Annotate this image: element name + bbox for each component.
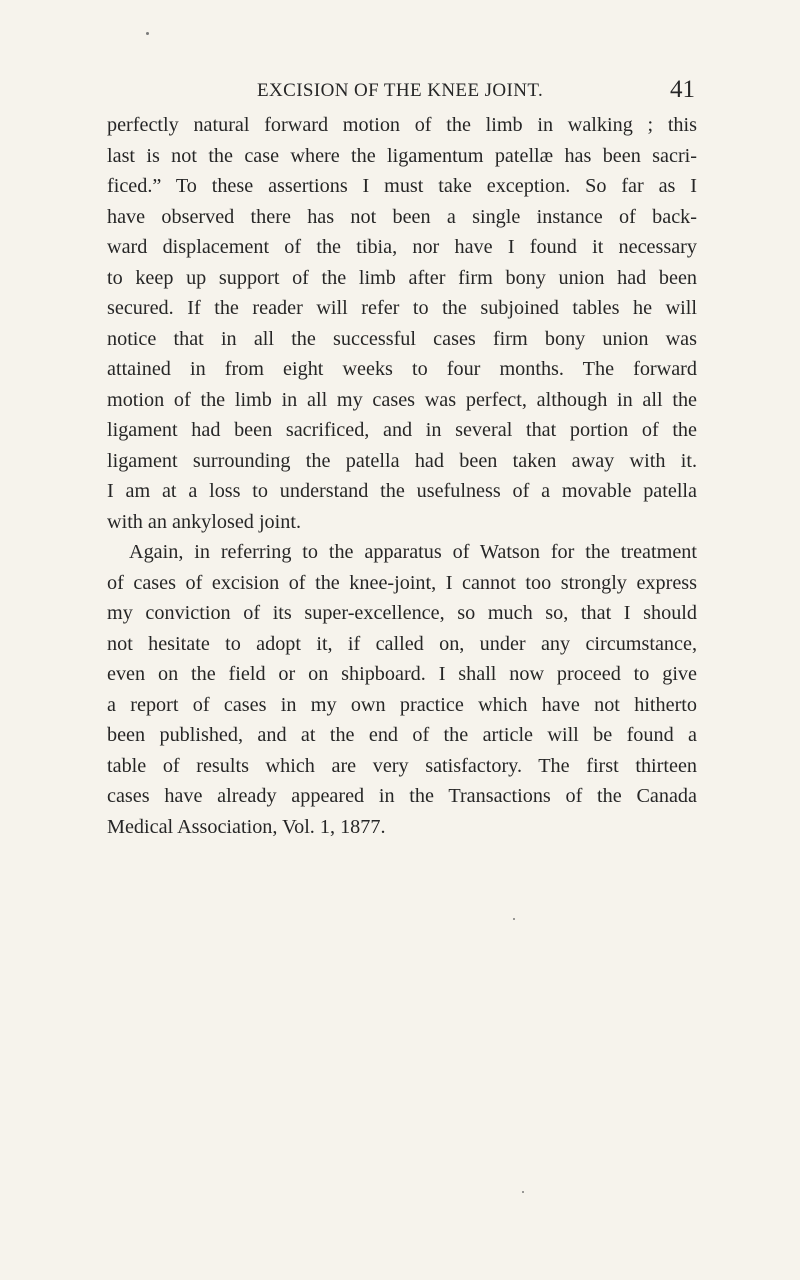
text-line: table of results which are very satisfactory. The first thirteen xyxy=(107,754,697,777)
text-line: Again, in referring to the apparatus of Watson for the treatment xyxy=(129,541,697,563)
text-line: been published, and at the end of the article will be found a xyxy=(107,724,697,746)
text-line: even on the field or on shipboard. I shall now proceed to give xyxy=(107,663,697,685)
text-line: notice that in all the successful cases firm bony union was xyxy=(107,327,697,350)
running-head-title: EXCISION OF THE KNEE JOINT. xyxy=(257,80,544,101)
paragraph-1 xyxy=(107,110,697,537)
paper-speck xyxy=(522,1191,524,1193)
text-line: secured. If the reader will refer to the subjoined tables he will xyxy=(107,297,697,319)
paragraph-2 xyxy=(107,537,697,842)
text-line: ligament had been sacrificed, and in several that portion of the xyxy=(107,419,697,441)
text-line: ficed.” To these assertions I must take exception. So far as I xyxy=(107,175,697,197)
text-line: motion of the limb in all my cases was perfect, although in all the xyxy=(107,388,697,411)
text-line: a report of cases in my own practice which have not hitherto xyxy=(107,693,697,716)
text-line: to keep up support of the limb after firm bony union had been xyxy=(107,266,697,289)
text-line: attained in from eight weeks to four months. The forward xyxy=(107,358,697,380)
text-line: have observed there has not been a single instance of back- xyxy=(107,205,697,228)
text-line: ligament surrounding the patella had been taken away with it. xyxy=(107,449,697,472)
body-text xyxy=(107,110,697,842)
text-line: Medical Association, Vol. 1, 1877. xyxy=(107,815,386,838)
text-line: I am at a loss to understand the usefulness of a movable patella xyxy=(107,480,697,502)
text-line: my conviction of its super-excellence, so much so, that I should xyxy=(107,602,697,624)
text-line: ward displacement of the tibia, nor have I found it necessary xyxy=(107,236,697,258)
page-number: 41 xyxy=(670,76,695,103)
text-line: of cases of excision of the knee-joint, I cannot too strongly express xyxy=(107,571,697,594)
text-line: perfectly natural forward motion of the limb in walking ; this xyxy=(107,114,697,136)
text-line: not hesitate to adopt it, if called on, under any circumstance, xyxy=(107,632,697,655)
paper-speck xyxy=(513,918,515,920)
text-line: cases have already appeared in the Transactions of the Canada xyxy=(107,785,697,807)
running-head xyxy=(107,76,695,108)
paper-speck xyxy=(146,32,149,35)
text-line: last is not the case where the ligamentum patellæ has been sacri- xyxy=(107,144,697,167)
text-line: with an ankylosed joint. xyxy=(107,510,301,533)
